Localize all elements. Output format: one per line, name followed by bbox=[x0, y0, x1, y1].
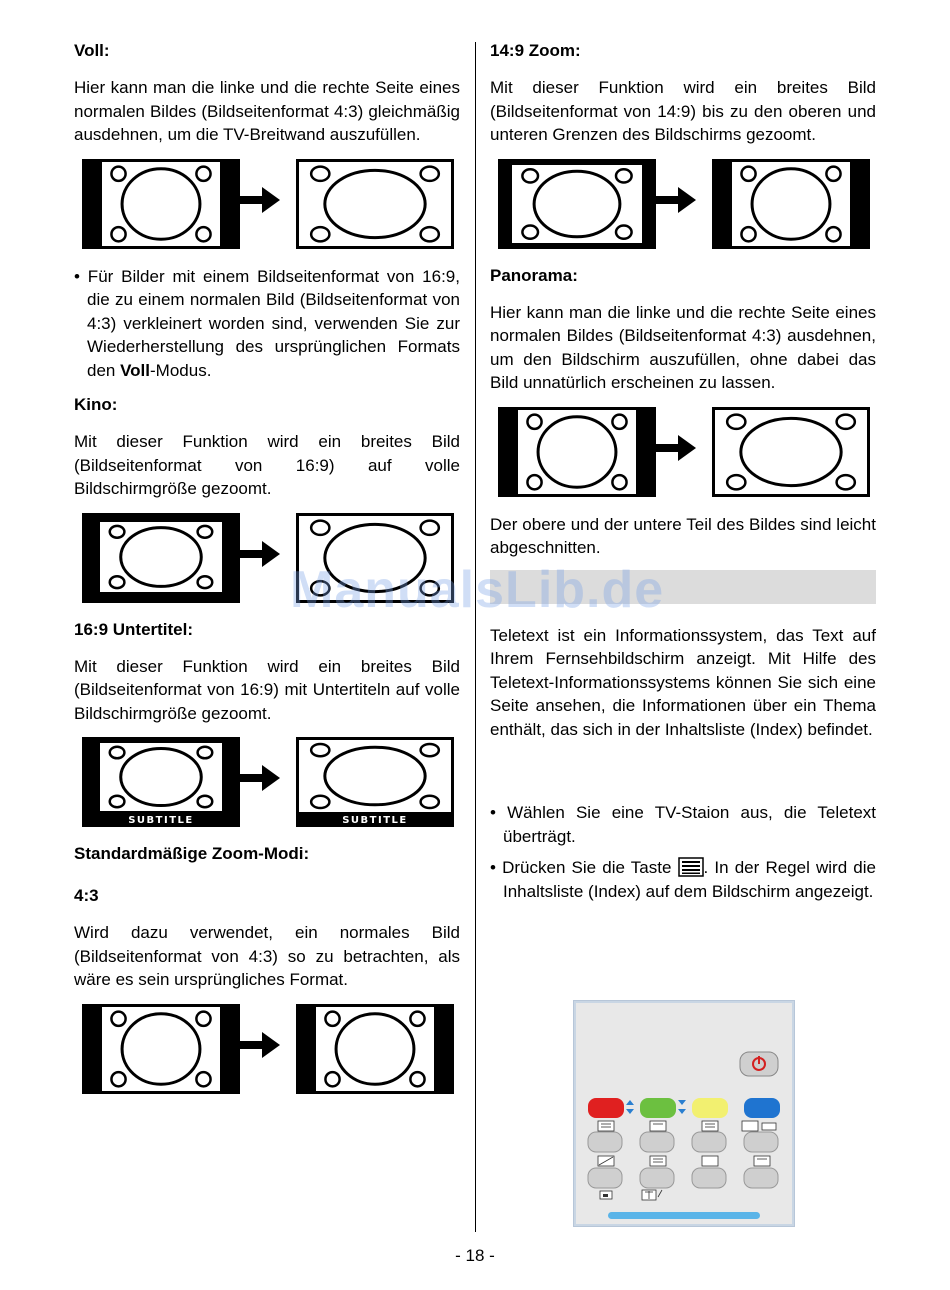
right-column bbox=[490, 40, 876, 911]
figure-4-3 bbox=[74, 1000, 460, 1100]
red-button-shape bbox=[588, 1098, 624, 1118]
arrow-icon bbox=[654, 185, 698, 215]
text-teletext: Teletext ist ein Informationssystem, das Text auf Ihrem Fernsehbildschirm anzeigt. Mit Hilfe des Teletext-Informationssystems können Sie sich eine Seite ansehen, die Informationen über ein Thema enthält, das sich in der Inhaltsliste (Index) befindet. bbox=[490, 625, 876, 739]
figure-14-9-zoom bbox=[490, 155, 876, 255]
tv-before bbox=[82, 159, 240, 249]
heading-untertitel: 16:9 Untertitel: bbox=[74, 619, 194, 639]
text-panorama-note: Der obere und der untere Teil des Bildes sind leicht abgeschnitten. bbox=[490, 514, 876, 557]
tv-before bbox=[498, 159, 656, 249]
yellow-button-shape bbox=[692, 1098, 728, 1118]
page-number: - 18 - bbox=[455, 1246, 495, 1265]
remote-control-illustration bbox=[573, 1000, 795, 1227]
teletext-index-icon bbox=[678, 857, 704, 877]
text-voll: Hier kann man die linke und die rechte Seite eines normalen Bildes (Bildseitenformat 4:3) gleichmäßig ausdehnen, um die TV-Breitwand auszufüllen. bbox=[74, 78, 460, 144]
heading-voll: Voll: bbox=[74, 41, 110, 60]
watermark: ManualsLib.de bbox=[290, 561, 665, 619]
svg-text:SUBTITLE: SUBTITLE bbox=[342, 815, 408, 826]
figure-panorama bbox=[490, 403, 876, 503]
bullet-teletext-station: • Wählen Sie eine TV-Staion aus, die Teletext überträgt. bbox=[490, 803, 876, 846]
up-arrow-icon bbox=[626, 1100, 634, 1105]
tv-after bbox=[296, 1004, 454, 1094]
text-panorama: Hier kann man die linke und die rechte Seite eines normalen Bildes (Bildseitenformat 4:3) ausdehnen, um den Bildschirm auszufüllen, ohne dabei das Bild unnatürlich erscheinen zu lassen. bbox=[490, 302, 876, 392]
remote-control-drawing bbox=[574, 1001, 794, 1226]
text-14-9-zoom: Mit dieser Funktion wird ein breites Bild (Bildseitenformat von 14:9) bis zu den oberen und unteren Grenzen des Bildschirms gezoomt. bbox=[490, 78, 876, 144]
tv-after bbox=[296, 737, 454, 827]
svg-text:SUBTITLE: SUBTITLE bbox=[128, 815, 194, 826]
arrow-icon bbox=[654, 433, 698, 463]
text-kino: Mit dieser Funktion wird ein breites Bild (Bildseitenformat von 16:9) auf volle Bildschirmgröße gezoomt. bbox=[74, 432, 460, 498]
tv-before bbox=[82, 1004, 240, 1094]
tv-after bbox=[712, 407, 870, 497]
blue-button-shape bbox=[744, 1098, 780, 1118]
down-arrow-icon bbox=[678, 1100, 686, 1105]
figure-voll bbox=[74, 155, 460, 255]
figure-untertitel bbox=[74, 733, 460, 833]
bullet-teletext-key: • Drücken Sie die Taste . In der Regel wird die Inhaltsliste (Index) auf dem Bildschirm angezeigt. bbox=[490, 858, 876, 901]
arrow-icon bbox=[238, 185, 282, 215]
tv-before bbox=[82, 737, 240, 827]
column-divider bbox=[475, 42, 476, 1232]
tv-after bbox=[296, 159, 454, 249]
heading-kino: Kino: bbox=[74, 395, 118, 414]
text-untertitel: Mit dieser Funktion wird ein breites Bild (Bildseitenformat von 16:9) mit Untertiteln auf volle Bildschirmgröße gezoomt. bbox=[74, 656, 460, 723]
heading-standard-zoom: Standardmäßige Zoom-Modi: bbox=[74, 844, 310, 863]
heading-4-3: 4:3 bbox=[74, 886, 99, 905]
tv-before bbox=[82, 513, 240, 603]
heading-14-9-zoom: 14:9 Zoom: bbox=[490, 41, 581, 60]
tv-before bbox=[498, 407, 656, 497]
remote-slot-bar bbox=[608, 1212, 760, 1219]
bullet-voll: • Für Bilder mit einem Bildseitenformat von 16:9, die zu einem normalen Bild (Bildseitenformat von 4:3) verkleinert worden sind, verwenden Sie zur Wiederherstellung des ursprünglichen Formats den Voll-Modus. bbox=[74, 266, 460, 380]
text-4-3: Wird dazu verwendet, ein normales Bild (Bildseitenformat von 4:3) so zu betrachten, als wäre es sein ursprüngliches Format. bbox=[74, 923, 460, 989]
heading-panorama: Panorama: bbox=[490, 265, 578, 285]
arrow-icon bbox=[238, 763, 282, 793]
tv-after bbox=[712, 159, 870, 249]
arrow-icon bbox=[238, 1030, 282, 1060]
arrow-icon bbox=[238, 539, 282, 569]
green-button-shape bbox=[640, 1098, 676, 1118]
